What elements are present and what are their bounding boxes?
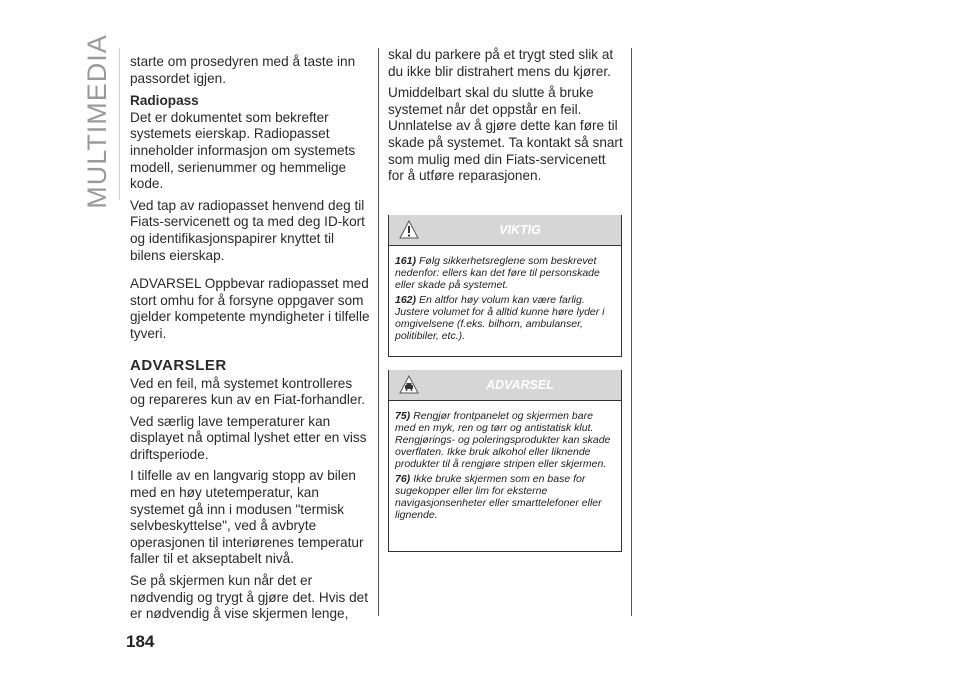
viktig-item: 162) En altfor høy volum kan være farlig. Justere volumet for å alltid kunne høre lyder i omgivelsene (f.eks. bilhorn, ambulanser, politibiler, etc.).	[395, 294, 605, 342]
radiopass-paragraph: Ved tap av radiopasset henvend deg til Fiats-servicenett og ta med deg ID-kort og identifikasjonspapirer knyttet til bilens eierskap.	[130, 197, 365, 263]
radiopass-heading: Radiopass	[130, 93, 199, 109]
right-paragraph: skal du parkere på et trygt sted slik at du ikke blir distrahert mens du kjører.	[388, 47, 614, 79]
side-divider	[119, 48, 120, 200]
advarsler-paragraph: Ved en feil, må systemet kontrolleres og repareres kun av en Fiat-forhandler.	[130, 375, 366, 408]
advarsler-heading: ADVARSLER	[130, 356, 227, 374]
viktig-body	[389, 245, 621, 350]
right-column	[388, 47, 624, 190]
viktig-item: 161) Følg sikkerhetsreglene som beskrevet nedenfor: ellers kan det føre til personskade eller skade på systemet.	[395, 255, 600, 291]
advarsel-title: ADVARSEL	[486, 378, 554, 392]
advarsel-item: 75) Rengjør frontpanelet og skjermen bare med en myk, ren og tørr og antistatisk klut. Rengjørings- og poleringsprodukter kan skade overflaten. Ikke bruk alkohol eller liknende produkter til å rengjøre stripen eller skjermen.	[395, 410, 611, 470]
advarsler-paragraph: Se på skjermen kun når det er nødvendig og trygt å gjøre det. Hvis det er nødvendig å vise skjermen lenge,	[130, 573, 369, 622]
column-divider-right	[631, 48, 632, 616]
intro-text: starte om prosedyren med å taste inn passordet igjen.	[130, 54, 356, 86]
advarsel-header	[389, 370, 621, 400]
page-number: 184	[126, 632, 155, 651]
section-label: MULTIMEDIA	[81, 33, 112, 209]
advarsel-body	[389, 400, 621, 529]
radiopass-warning: ADVARSEL Oppbevar radiopasset med stort omhu for å forsyne oppgaver som gjelder kompetente myndigheter i tilfelle tyveri.	[130, 276, 370, 341]
left-column	[130, 54, 370, 628]
advarsler-paragraph: Ved særlig lave temperaturer kan displayet nå optimal lyshet etter en viss driftsperiode.	[130, 413, 367, 462]
radiopass-paragraph: Det er dokumentet som bekrefter systemets eierskap. Radiopasset inneholder informasjon om systemets modell, serienummer og hemmelige kode.	[130, 109, 356, 192]
viktig-title: VIKTIG	[499, 223, 541, 237]
column-divider	[378, 48, 379, 616]
advarsler-paragraph: I tilfelle av en langvarig stopp av bilen med en høy utetemperatur, kan systemet gå inn i modusen "termisk selvbeskyttelse", ved å avbryte operasjonen til interiørenes temperatur faller til et akseptabelt nivå.	[130, 468, 364, 567]
advarsel-item: 76) Ikke bruke skjermen som en base for sugekopper eller lim for eksterne navigasjonsenheter eller smarttelefoner eller lignende.	[395, 473, 602, 521]
viktig-box	[388, 215, 622, 357]
right-paragraph: Umiddelbart skal du slutte å bruke systemet når det oppstår en feil. Unnlatelse av å gjøre dette kan føre til skade på systemet. Ta kontakt så snart som mulig med din Fiats-servicenett for å utføre reparasjonen.	[388, 85, 623, 184]
advarsel-box	[388, 370, 622, 552]
viktig-header	[389, 215, 621, 245]
